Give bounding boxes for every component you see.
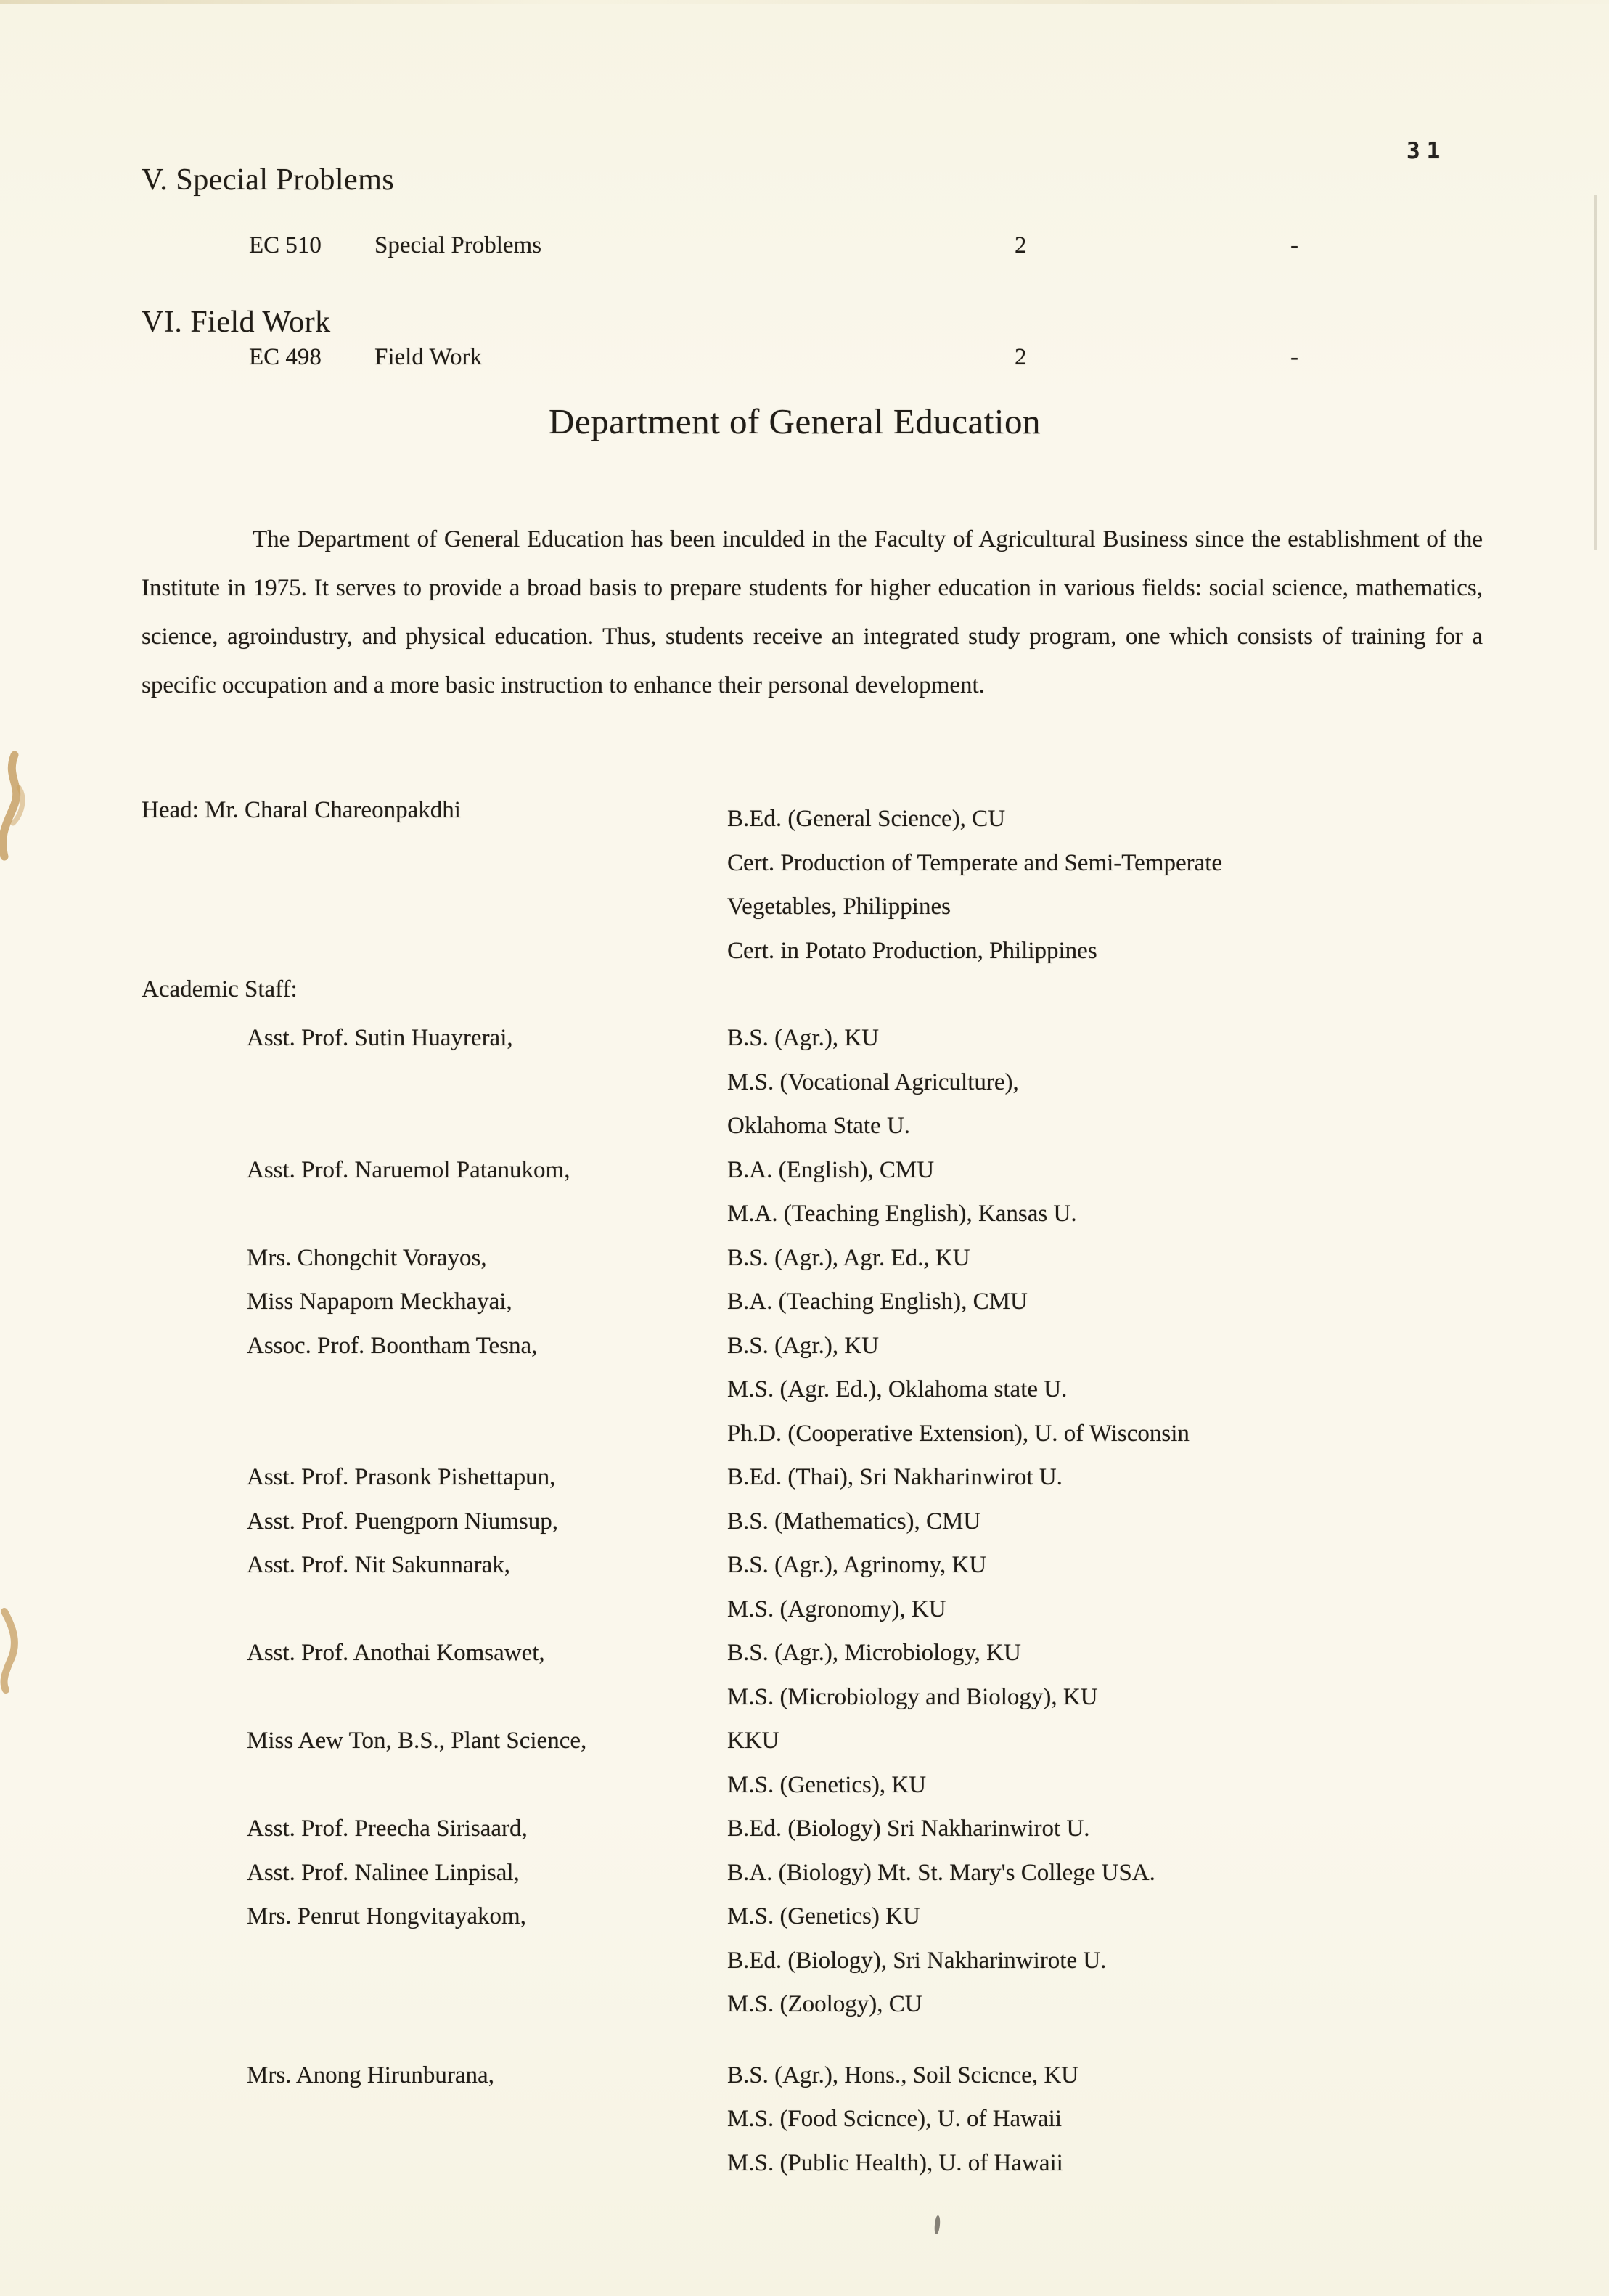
staff-degree: B.S. (Agr.), KU (727, 1025, 880, 1051)
staff-name: Asst. Prof. Puengporn Niumsup, (247, 1508, 559, 1535)
staff-row (0, 1684, 1609, 1728)
staff-row (0, 1772, 1609, 1816)
staff-degree: M.S. (Agronomy), KU (727, 1596, 946, 1622)
staff-degree: B.S. (Mathematics), CMU (727, 1508, 981, 1535)
staff-name: Mrs. Anong Hirunburana, (247, 2062, 494, 2088)
staff-degree: KKU (727, 1728, 779, 1754)
head-label: Head: (142, 797, 199, 823)
staff-name: Asst. Prof. Anothai Komsawet, (247, 1640, 545, 1666)
staff-name: Miss Napaporn Meckhayai, (247, 1288, 512, 1315)
staff-row (0, 1903, 1609, 1948)
head-qualification: B.Ed. (General Science), CU (727, 806, 1006, 832)
staff-degree: M.S. (Food Scicnce), U. of Hawaii (727, 2106, 1063, 2132)
head-qualifications (727, 797, 1222, 973)
staff-degree: M.S. (Genetics) KU (727, 1903, 920, 1929)
staff-row (0, 1860, 1609, 1904)
staff-name: Asst. Prof. Nalinee Linpisal, (247, 1859, 520, 1886)
page-number: 31 (1407, 138, 1447, 164)
course-lab-dash: - (1290, 344, 1298, 370)
staff-row (0, 2150, 1609, 2194)
scan-top-edge-artifact (0, 0, 1609, 4)
staff-degree: B.S. (Agr.), Agr. Ed., KU (727, 1244, 970, 1271)
scan-speck (934, 2215, 941, 2235)
staff-row (0, 1991, 1609, 2035)
department-title: Department of General Education (548, 401, 1041, 441)
scan-crease-line (1594, 195, 1597, 550)
staff-row (0, 1728, 1609, 1772)
staff-degree: B.Ed. (Biology), Sri Nakharinwirote U. (727, 1947, 1107, 1974)
staff-name: Asst. Prof. Nit Sakunnarak, (247, 1552, 510, 1578)
ink-smudge (0, 748, 44, 871)
staff-row (0, 1333, 1609, 1377)
staff-degree: B.S. (Agr.), KU (727, 1332, 880, 1359)
staff-name: Asst. Prof. Preecha Sirisaard, (247, 1815, 528, 1842)
staff-row (0, 1640, 1609, 1684)
staff-degree: Oklahoma State U. (727, 1113, 911, 1139)
staff-row (0, 1464, 1609, 1508)
staff-degree: B.A. (Biology) Mt. St. Mary's College USA. (727, 1859, 1155, 1886)
staff-row (0, 1288, 1609, 1333)
staff-list (0, 1025, 1609, 2194)
head-name: Mr. Charal Chareonpakdhi (205, 797, 461, 823)
staff-degree: B.S. (Agr.), Agrinomy, KU (727, 1552, 987, 1578)
staff-degree: M.S. (Zoology), CU (727, 1991, 922, 2017)
staff-name: Asst. Prof. Prasonk Pishettapun, (247, 1464, 556, 1490)
course-credits: 2 (1015, 344, 1027, 370)
staff-degree: M.S. (Genetics), KU (727, 1771, 927, 1798)
course-name: Field Work (374, 344, 482, 370)
staff-degree: M.A. (Teaching English), Kansas U. (727, 1201, 1077, 1227)
staff-row (0, 1245, 1609, 1289)
course-credits: 2 (1015, 232, 1027, 258)
staff-degree: B.A. (English), CMU (727, 1156, 935, 1183)
staff-name: Mrs. Chongchit Vorayos, (247, 1244, 487, 1271)
staff-row (0, 1948, 1609, 1992)
staff-name: Asst. Prof. Sutin Huayrerai, (247, 1025, 513, 1051)
staff-row (0, 1815, 1609, 1860)
staff-row (0, 1376, 1609, 1421)
course-code: EC 498 (249, 344, 322, 370)
department-head-line (142, 797, 461, 824)
head-qualification: Cert. Production of Temperate and Semi-Temperate (727, 849, 1223, 876)
course-code: EC 510 (249, 232, 322, 258)
staff-row (0, 1508, 1609, 1553)
staff-row (0, 2106, 1609, 2150)
staff-row (0, 2062, 1609, 2107)
staff-name: Assoc. Prof. Boontham Tesna, (247, 1332, 538, 1359)
staff-row (0, 1025, 1609, 1069)
staff-row (0, 1069, 1609, 1114)
staff-name: Mrs. Penrut Hongvitayakom, (247, 1903, 526, 1929)
staff-name: Asst. Prof. Naruemol Patanukom, (247, 1156, 570, 1183)
course-lab-dash: - (1290, 232, 1298, 258)
staff-row (0, 1552, 1609, 1596)
staff-row (0, 1113, 1609, 1157)
academic-staff-heading: Academic Staff: (142, 976, 298, 1002)
staff-degree: B.S. (Agr.), Hons., Soil Scicnce, KU (727, 2062, 1078, 2088)
staff-row (0, 1596, 1609, 1641)
staff-degree: B.S. (Agr.), Microbiology, KU (727, 1640, 1021, 1666)
staff-degree: B.Ed. (Biology) Sri Nakharinwirot U. (727, 1815, 1090, 1842)
head-qualification: Vegetables, Philippines (727, 894, 951, 920)
staff-degree: Ph.D. (Cooperative Extension), U. of Wisconsin (727, 1420, 1190, 1447)
head-qualification: Cert. in Potato Production, Philippines (727, 937, 1097, 964)
staff-degree: M.S. (Public Health), U. of Hawaii (727, 2149, 1063, 2176)
staff-row (0, 1421, 1609, 1465)
staff-row (0, 1157, 1609, 1201)
section-heading-field-work: VI. Field Work (142, 306, 331, 339)
staff-degree: B.Ed. (Thai), Sri Nakharinwirot U. (727, 1464, 1063, 1490)
staff-name: Miss Aew Ton, B.S., Plant Science, (247, 1728, 587, 1754)
course-name: Special Problems (374, 232, 542, 258)
staff-degree: M.S. (Microbiology and Biology), KU (727, 1683, 1098, 1710)
staff-degree: M.S. (Vocational Agriculture), (727, 1069, 1019, 1095)
staff-row (0, 1201, 1609, 1245)
department-description: The Department of General Education has been inculded in the Faculty of Agricultural Business since the establishment of the Institute in 1975. It serves to provide a broad basis to prepare students for higher education in various fields: social science, mathematics, science, agroindustry, and physical education. Thus, students receive an integrated study program, one which consists of training for a specific occupation and a more basic instruction to enhance their personal development. (142, 526, 1483, 698)
section-heading-special-problems: V. Special Problems (142, 163, 395, 197)
staff-degree: M.S. (Agr. Ed.), Oklahoma state U. (727, 1376, 1068, 1402)
staff-degree: B.A. (Teaching English), CMU (727, 1288, 1028, 1315)
